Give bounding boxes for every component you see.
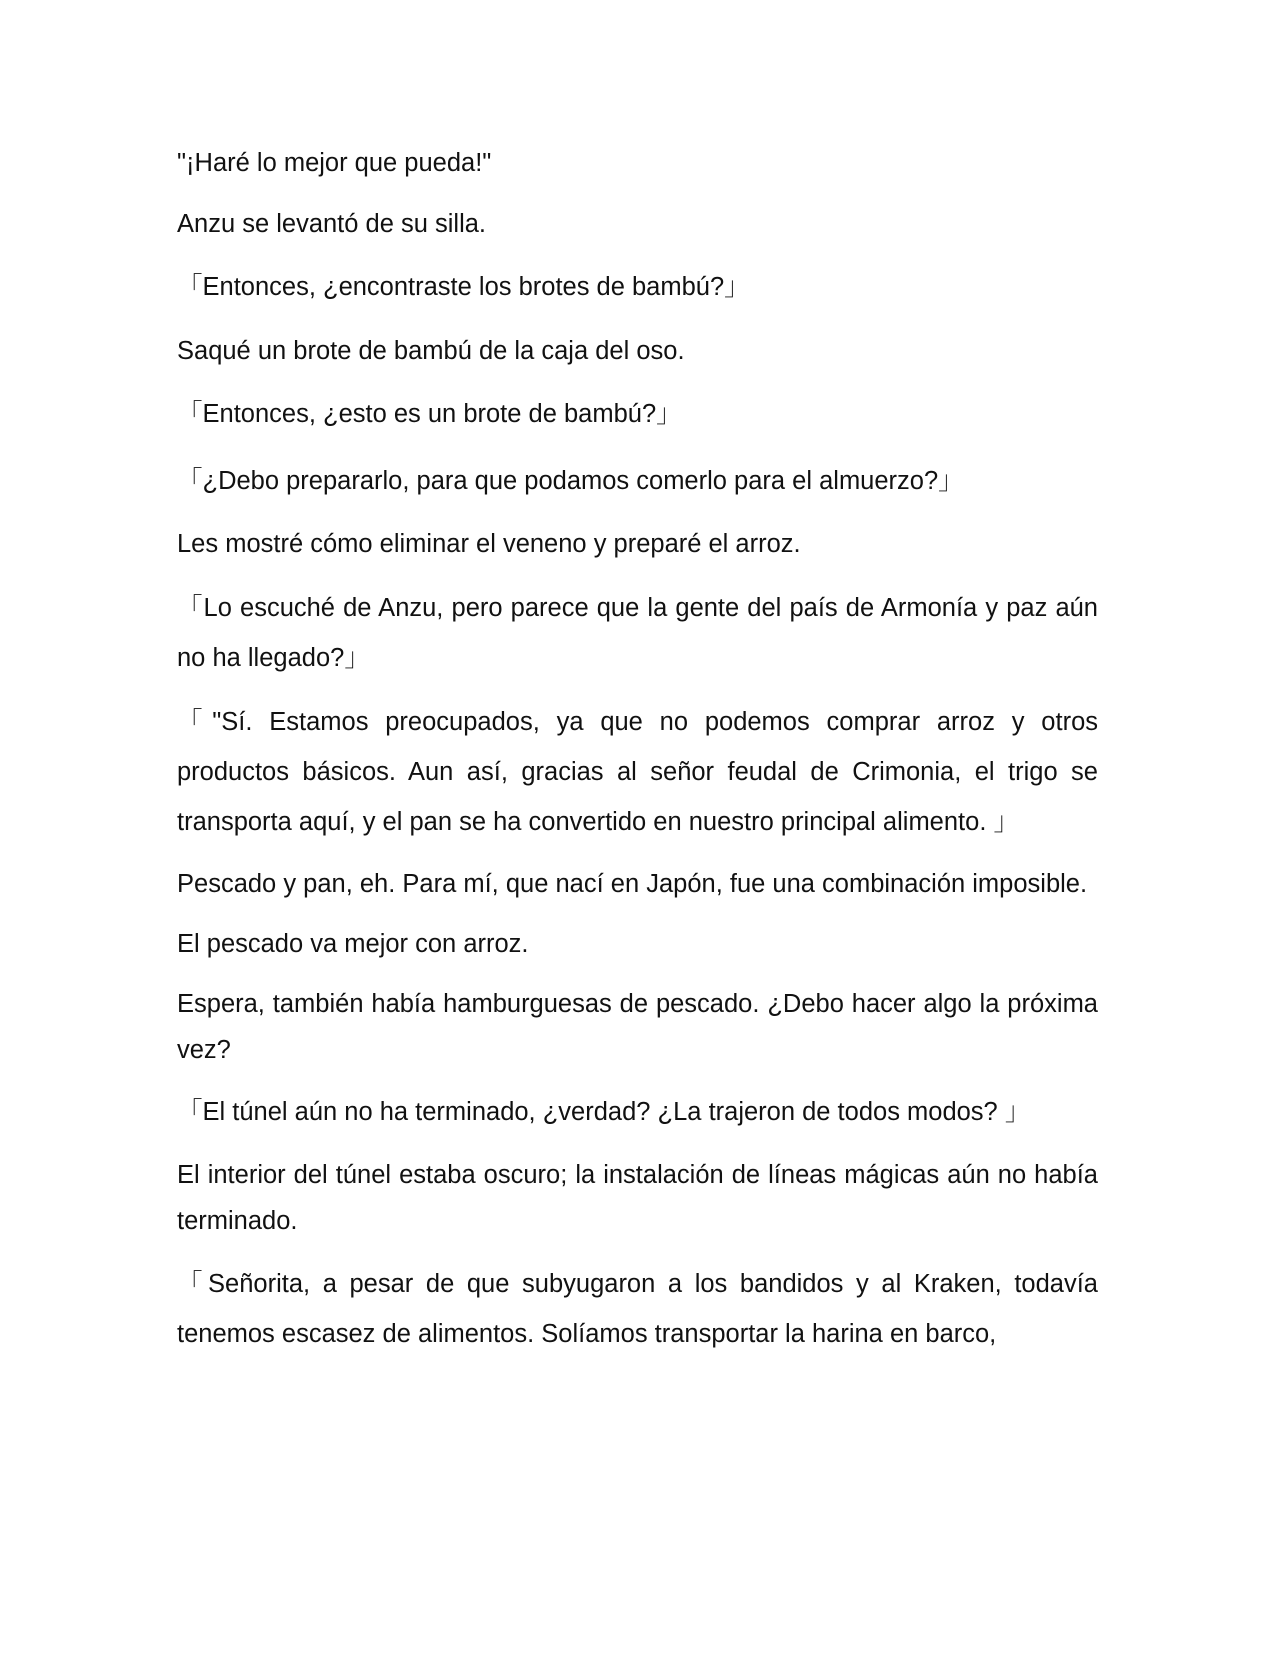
paragraph-15: 「Señorita, a pesar de que subyugaron a los bandidos y al Kraken, todavía tenemos escasez de alimentos. Solíamos transportar la harina en barco, <box>177 1270 1098 1348</box>
paragraph-12: Espera, también había hamburguesas de pescado. ¿Debo hacer algo la próxima vez? <box>177 990 1098 1064</box>
body-text <box>177 140 1098 1359</box>
paragraph-5: 「Entonces, ¿esto es un brote de bambú?」 <box>177 400 682 428</box>
paragraph-14: El interior del túnel estaba oscuro; la instalación de líneas mágicas aún no había terminado. <box>177 1161 1098 1235</box>
paragraph-9: 「"Sí. Estamos preocupados, ya que no podemos comprar arroz y otros productos básicos. Aun así, gracias al señor feudal de Crimonia, el trigo se transporta aquí, y el pan se ha convertido en nuestro principal alimento. 」 <box>177 708 1098 836</box>
paragraph-6: 「¿Debo prepararlo, para que podamos comerlo para el almuerzo?」 <box>177 467 964 495</box>
paragraph-1: "¡Haré lo mejor que pueda!" <box>177 149 492 177</box>
paragraph-2: Anzu se levantó de su silla. <box>177 210 487 238</box>
paragraph-4: Saqué un brote de bambú de la caja del oso. <box>177 337 685 365</box>
paragraph-3: 「Entonces, ¿encontraste los brotes de bambú?」 <box>177 273 750 301</box>
paragraph-11: El pescado va mejor con arroz. <box>177 930 529 958</box>
paragraph-10: Pescado y pan, eh. Para mí, que nací en Japón, fue una combinación imposible. <box>177 870 1088 898</box>
paragraph-8: 「Lo escuché de Anzu, pero parece que la gente del país de Armonía y paz aún no ha llegado?」 <box>177 594 1098 672</box>
paragraph-13: 「El túnel aún no ha terminado, ¿verdad? ¿La trajeron de todos modos? 」 <box>177 1098 1031 1126</box>
paragraph-7: Les mostré cómo eliminar el veneno y preparé el arroz. <box>177 530 801 558</box>
